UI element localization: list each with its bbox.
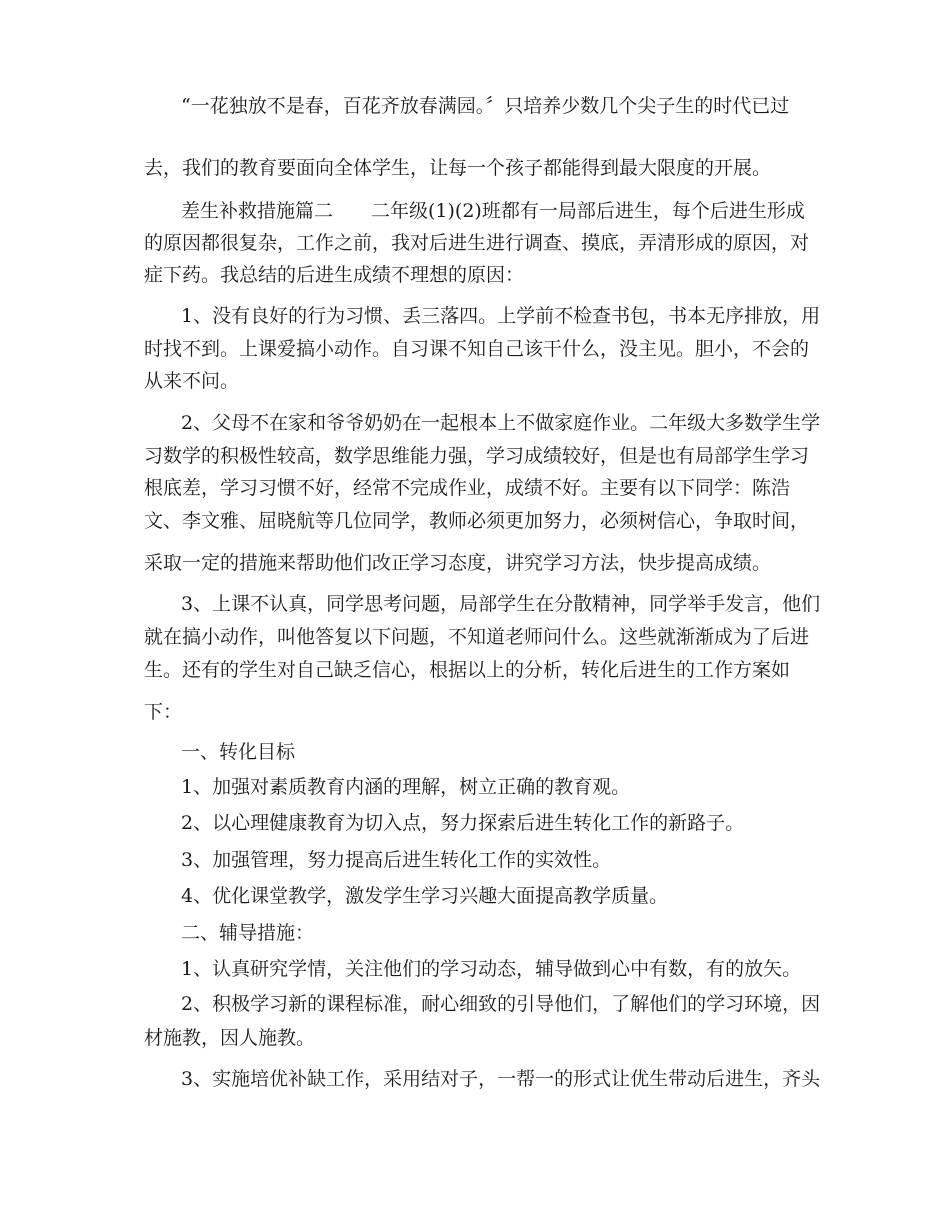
paragraph-line: 从来不问。: [144, 370, 240, 392]
paragraph-line: 2、父母不在家和爷爷奶奶在一起根本上不做家庭作业。二年级大多数学生学: [181, 412, 821, 434]
list-item: 4、优化课堂教学，激发学生学习兴趣大面提高教学质量。: [181, 885, 669, 907]
paragraph-line: 差生补救措施篇二 二年级(1)(2)班都有一局部后进生，每个后进生形成: [181, 200, 805, 222]
paragraph-line: 文、李文雅、屈晓航等几位同学，教师必须更加努力，必须树信心，争取时间，: [144, 510, 810, 532]
list-item: 2、以心理健康教育为切入点，努力探索后进生转化工作的新路子。: [181, 812, 745, 834]
paragraph-line: 采取一定的措施来帮助他们改正学习态度，讲究学习方法，快步提高成绩。: [144, 552, 772, 574]
list-item: 2、积极学习新的课程标准，耐心细致的引导他们，了解他们的学习环境，因: [181, 993, 821, 1015]
section-heading: 一、转化目标: [181, 741, 296, 763]
paragraph-line: 1、没有良好的行为习惯、丢三落四。上学前不检查书包，书本无序排放，用: [181, 305, 821, 327]
paragraph-line: “一花独放不是春，百花齐放春满园。〞只培养少数几个尖子生的时代已过: [181, 95, 790, 117]
paragraph-line: 去，我们的教育要面向全体学生，让每一个孩子都能得到最大限度的开展。: [144, 157, 772, 179]
paragraph-line: 习数学的积极性较高，数学思维能力强，学习成绩较好，但是也有局部学生学习: [144, 445, 810, 467]
paragraph-line: 3、上课不认真，同学思考问题，局部学生在分散精神，同学举手发言，他们: [181, 593, 821, 615]
paragraph-line: 症下药。我总结的后进生成绩不理想的原因：: [144, 264, 525, 286]
paragraph-line: 生。还有的学生对自己缺乏信心，根据以上的分析，转化后进生的工作方案如: [144, 659, 791, 681]
list-item: 材施教，因人施教。: [144, 1027, 316, 1049]
list-item: 3、加强管理，努力提高后进生转化工作的实效性。: [181, 849, 612, 871]
paragraph-line: 的原因都很复杂，工作之前，我对后进生进行调查、摸底，弄清形成的原因，对: [144, 232, 810, 254]
list-item: 1、加强对素质教育内涵的理解，树立正确的教育观。: [181, 776, 631, 798]
paragraph-line: 下：: [144, 701, 183, 723]
list-item: 3、实施培优补缺工作，采用结对子，一帮一的形式让优生带动后进生，齐头: [181, 1068, 821, 1090]
section-heading: 二、辅导措施：: [181, 922, 315, 944]
list-item: 1、认真研究学情，关注他们的学习动态，辅导做到心中有数，有的放矢。: [181, 958, 802, 980]
paragraph-line: 就在搞小动作，叫他答复以下问题，不知道老师问什么。这些就渐渐成为了后进: [144, 626, 810, 648]
paragraph-line: 根底差，学习习惯不好，经常不完成作业，成绩不好。主要有以下同学：陈浩: [144, 477, 791, 499]
paragraph-line: 时找不到。上课爱搞小动作。自习课不知自己该干什么，没主见。胆小，不会的: [144, 338, 810, 360]
